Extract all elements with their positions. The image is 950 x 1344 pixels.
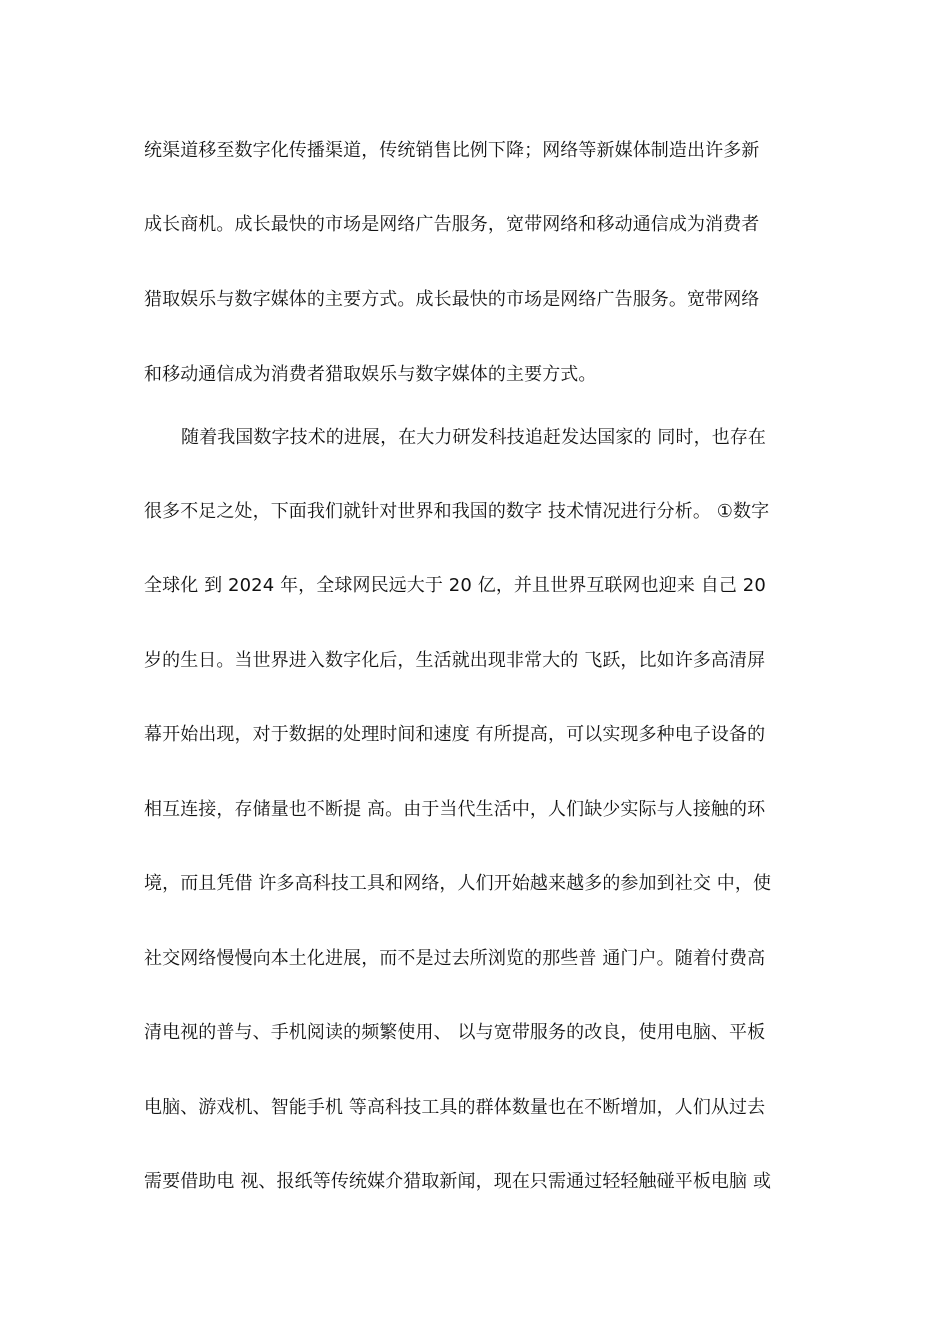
text-line: 境，而且凭借 许多高科技工具和网络，人们开始越来越多的参加到社交 中，使: [144, 873, 772, 894]
text-line: 成长商机。成长最快的市场是网络广告服务，宽带网络和移动通信成为消费者: [144, 214, 760, 235]
paragraph-first-line: 随着我国数字技术的进展，在大力研发科技追赶发达国家的 同时，也存在: [181, 427, 767, 448]
text-line: 相互连接，存储量也不断提 高。由于当代生活中，人们缺少实际与人接触的环: [144, 799, 766, 820]
text-line: 幕开始出现，对于数据的处理时间和速度 有所提高，可以实现多种电子设备的: [144, 724, 766, 745]
text-line: 猎取娱乐与数字媒体的主要方式。成长最快的市场是网络广告服务。宽带网络: [144, 289, 760, 310]
text-line: 岁的生日。当世界进入数字化后，生活就出现非常大的 飞跃，比如许多高清屏: [144, 650, 766, 671]
text-line: 统渠道移至数字化传播渠道，传统销售比例下降；网络等新媒体制造出许多新: [144, 140, 760, 161]
text-line: 社交网络慢慢向本土化进展，而不是过去所浏览的那些普 通门户。随着付费高: [144, 948, 766, 969]
text-line: 全球化 到 2024 年，全球网民远大于 20 亿，并且世界互联网也迎来 自己 20: [144, 575, 766, 596]
text-line: 和移动通信成为消费者猎取娱乐与数字媒体的主要方式。: [144, 364, 597, 385]
text-line: 很多不足之处，下面我们就针对世界和我国的数字 技术情况进行分析。 ①数字: [144, 501, 770, 522]
text-line: 电脑、游戏机、智能手机 等高科技工具的群体数量也在不断增加，人们从过去: [144, 1097, 766, 1118]
text-line: 清电视的普与、手机阅读的频繁使用、 以与宽带服务的改良，使用电脑、平板: [144, 1022, 766, 1043]
text-line: 需要借助电 视、报纸等传统媒介猎取新闻，现在只需通过轻轻触碰平板电脑 或: [144, 1171, 772, 1192]
